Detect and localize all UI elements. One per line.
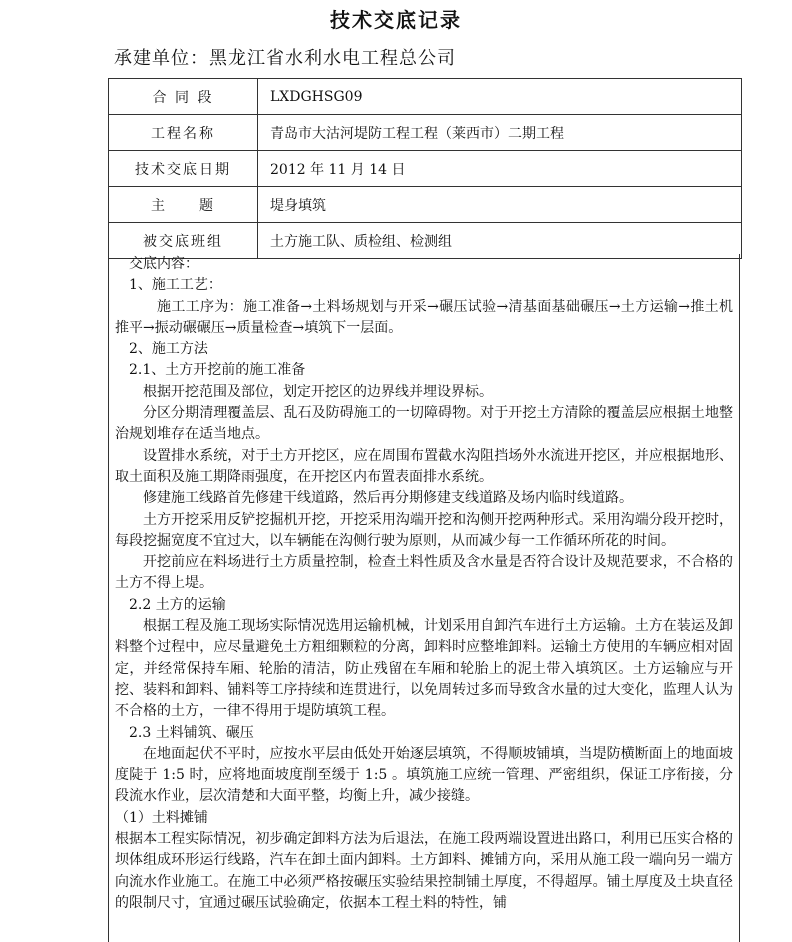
subsection-heading: 2.3 土料铺筑、碾压: [129, 724, 254, 741]
paragraph: 设置排水系统，对于土方开挖区，应在周围布置截水沟阻挡场外水流进开挖区，并应根据地形、取土面积及施工期降雨强度，在开挖区内布置表面排水系统。: [115, 447, 733, 485]
section-heading: 1、施工工艺：: [129, 277, 222, 294]
subsection-heading: （1）土料摊铺: [115, 809, 208, 826]
paragraph: 开挖前应在料场进行土方质量控制，检查土料性质及含水量是否符合设计及规范要求，不合格的土方不得上堤。: [115, 554, 733, 592]
paragraph: 根据工程及施工现场实际情况选用运输机械，计划采用自卸汽车进行土方运输。土方在装运及卸料整个过程中，应尽量避免土方粗细颗粒的分离，卸料时应整堆卸料。运输土方使用的车辆应相对固定，并经常保持车厢、轮胎的清洁，防止残留在车厢和轮胎上的泥土带入填筑区。土方运输应与开挖、装料和卸料、铺料等工序持续和连贯进行，以免周转过多而导致含水量的过大变化，监理人认为不合格的土方，一律不得用于堤防填筑工程。: [115, 618, 733, 720]
paragraph: 施工工序为：施工准备→土料场规划与开采→碾压试验→清基面基础碾压→土方运输→推土机推平→振动碾碾压→质量检查→填筑下一层面。: [115, 298, 733, 336]
paragraph: 在地面起伏不平时，应按水平层由低处开始逐层填筑，不得顺坡铺填，当堤防横断面上的地面坡度陡于 1:5 时，应将地面坡度削至缓于 1:5 。填筑施工应统一管理、严密组织，保证工序衔接，分段流水作业，层次清楚和大面平整，均衡上升，减少接缝。: [115, 745, 733, 805]
briefing-content: [108, 254, 740, 942]
contract-section-value: LXDGHSG09: [258, 79, 742, 115]
paragraph: 土方开挖采用反铲挖掘机开挖，开挖采用沟端开挖和沟侧开挖两种形式。采用沟端分段开挖时，每段挖掘宽度不宜过大，以车辆能在沟侧行驶为原则，从而减少每一工作循环所花的时间。: [115, 511, 733, 549]
table-row: [109, 151, 742, 187]
table-row: [109, 115, 742, 151]
table-row: [109, 187, 742, 223]
project-name-value: 青岛市大沽河堤防工程工程（莱西市）二期工程: [258, 115, 742, 151]
document-title: 技术交底记录: [330, 8, 462, 32]
paragraph: 根据开挖范围及部位，划定开挖区的边界线并埋设界标。: [143, 383, 493, 400]
team-value: 土方施工队、质检组、检测组: [258, 223, 742, 259]
paragraph: 根据本工程实际情况，初步确定卸料方法为后退法，在施工段两端设置进出路口，利用已压实合格的坝体组成环形运行线路，汽车在卸土面内卸料。土方卸料、摊铺方向，采用从施工段一端向另一端方向流水作业施工。在施工中必须严格按碾压实验结果控制铺土厚度，不得超厚。铺土厚度及土块直径的限制尺寸，宜通过碾压试验确定，依据本工程土料的特性，铺: [115, 831, 733, 911]
briefing-date-value: 2012 年 11 月 14 日: [258, 151, 742, 187]
briefing-date-label: 技术交底日期: [109, 151, 258, 187]
contract-section-label: 合 同 段: [109, 79, 258, 115]
paragraph: 修建施工线路首先修建干线道路，然后再分期修建支线道路及场内临时线道路。: [143, 490, 633, 507]
contractor-unit: 承建单位：黑龙江省水利水电工程总公司: [114, 48, 456, 69]
subject-label: 主 题: [109, 187, 258, 223]
content-heading: 交底内容：: [129, 256, 199, 272]
paragraph: 分区分期清理覆盖层、乱石及防碍施工的一切障碍物。对于开挖土方清除的覆盖层应根据土地整治规划堆存在适当地点。: [115, 405, 733, 443]
project-name-label: 工程名称: [109, 115, 258, 151]
info-table: [108, 78, 742, 259]
team-label: 被交底班组: [109, 223, 258, 259]
subject-value: 堤身填筑: [258, 187, 742, 223]
subsection-heading: 2.2 土方的运输: [129, 596, 226, 613]
table-row: [109, 79, 742, 115]
section-heading: 2、施工方法: [129, 341, 208, 358]
subsection-heading: 2.1、土方开挖前的施工准备: [129, 362, 306, 379]
